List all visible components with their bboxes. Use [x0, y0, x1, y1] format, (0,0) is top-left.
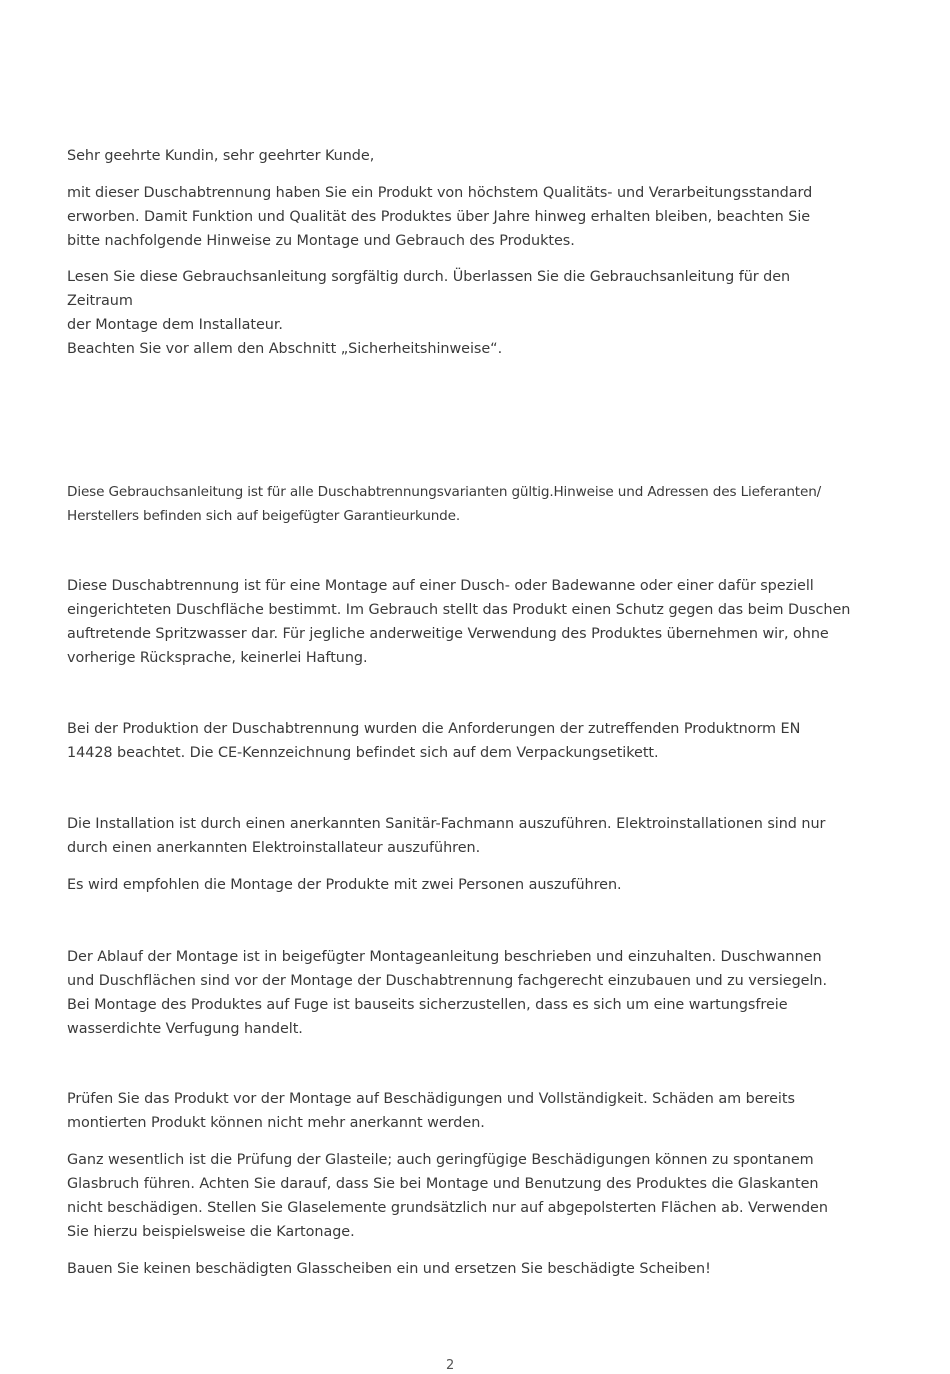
intro-paragraph: mit dieser Duschabtrennung haben Sie ein Produkt von höchstem Qualitäts- und Verarbeitungsstandard erworben. Damit Funktion und Qualität des Produktes über Jahre hinweg erhalten bleiben, beachten Sie bitte nachfolgende Hinweise zu Montage und Gebrauch des Produktes.: [67, 185, 813, 249]
two-persons-paragraph: Es wird empfohlen die Montage der Produkte mit zwei Personen auszuführen.: [67, 877, 622, 893]
page-number: 2: [446, 1358, 455, 1373]
assembly-procedure-paragraph: Der Ablauf der Montage ist in beigefügter Montageanleitung beschrieben und einzuhalten. Duschwannen und Duschflächen sind vor der Montage der Duschabtrennung fachgerecht einzubauen und zu versiegeln. Bei Montage des Produktes auf Fuge ist bauseits sicherzustellen, dass es sich um eine wartungsfreie wasserdichte Verfugung handelt.: [67, 949, 828, 1037]
product-standard-paragraph: Bei der Produktion der Duschabtrennung wurden die Anforderungen der zutreffenden Produktnorm EN 14428 beachtet. Die CE-Kennzeichnung befindet sich auf dem Verpackungsetikett.: [67, 721, 801, 761]
validity-paragraph: Diese Gebrauchsanleitung ist für alle Duschabtrennungsvarianten gültig.Hinweise und Adressen des Lieferanten/ Herstellers befinden sich auf beigefügter Garantieurkunde.: [67, 484, 822, 524]
intended-use-paragraph: Diese Duschabtrennung ist für eine Montage auf einer Dusch- oder Badewanne oder einer dafür speziell eingerichteten Duschfläche bestimmt. Im Gebrauch stellt das Produkt einen Schutz gegen das beim Duschen auftretende Spritzwasser dar. Für jegliche anderweitige Verwendung des Produktes übernehmen wir, ohne vorherige Rücksprache, keinerlei Haftung.: [67, 578, 851, 666]
installation-paragraph: Die Installation ist durch einen anerkannten Sanitär-Fachmann auszuführen. Elektroinstallationen sind nur durch einen anerkannten Elektroinstallateur auszuführen.: [67, 816, 826, 856]
reading-instruction-paragraph: Lesen Sie diese Gebrauchsanleitung sorgfältig durch. Überlassen Sie die Gebrauchsanleitung für den Zeitraum der Montage dem Installateur.: [67, 269, 791, 333]
glass-inspection-paragraph: Ganz wesentlich ist die Prüfung der Glasteile; auch geringfügige Beschädigungen können zu spontanem Glasbruch führen. Achten Sie darauf, dass Sie bei Montage und Benutzung des Produktes die Glaskanten nicht beschädigen. Stellen Sie Glaselemente grundsätzlich nur auf abgepolsterten Flächen ab. Verwenden Sie hierzu beispielsweise die Kartonage.: [67, 1152, 828, 1240]
salutation: Sehr geehrte Kundin, sehr geehrter Kunde,: [67, 148, 375, 164]
damaged-glass-paragraph: Bauen Sie keinen beschädigten Glasscheiben ein und ersetzen Sie beschädigte Scheiben!: [67, 1261, 711, 1277]
inspection-paragraph: Prüfen Sie das Produkt vor der Montage auf Beschädigungen und Vollständigkeit. Schäden am bereits montierten Produkt können nicht mehr anerkannt werden.: [67, 1091, 795, 1131]
safety-notice-paragraph: Beachten Sie vor allem den Abschnitt „Sicherheitshinweise“.: [67, 341, 503, 357]
